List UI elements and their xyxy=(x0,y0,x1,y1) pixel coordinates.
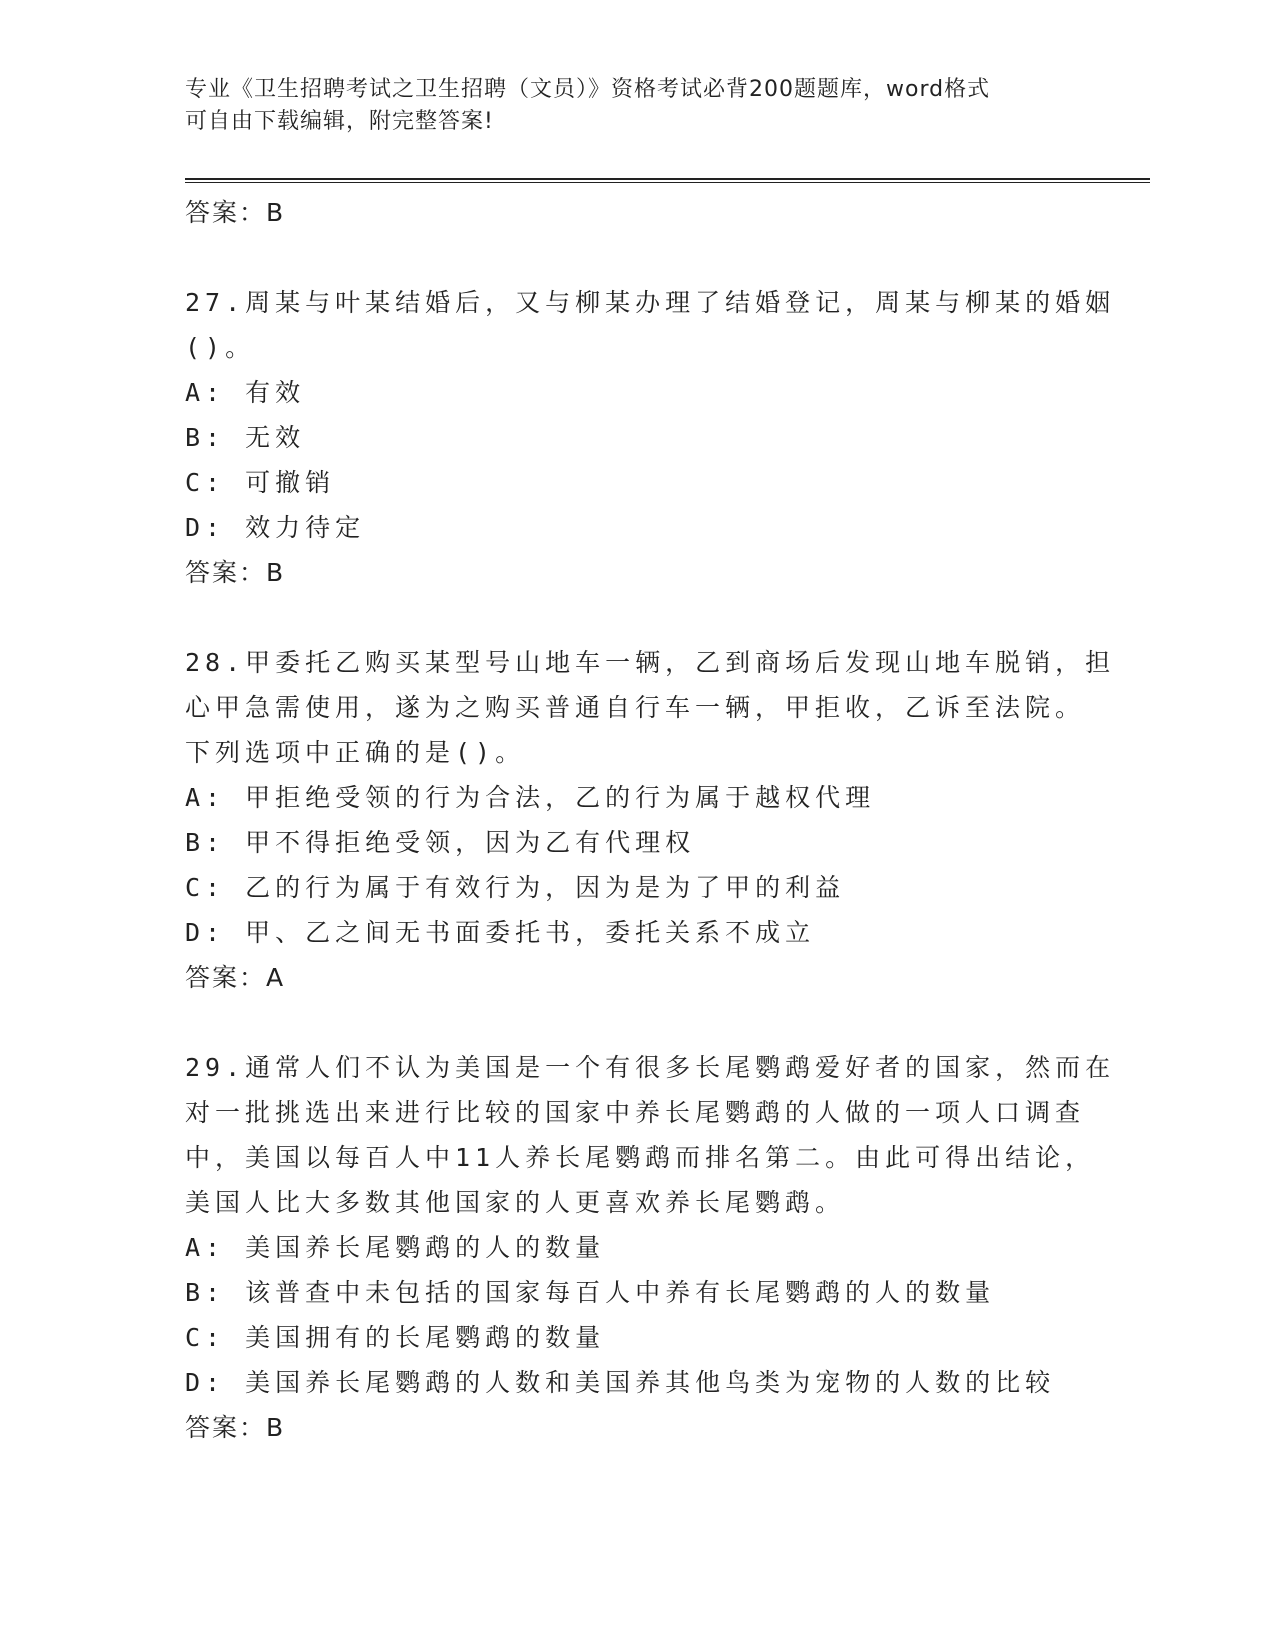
question-28 xyxy=(185,640,1116,1001)
header-title-line-1: 专业《卫生招聘考试之卫生招聘（文员）》资格考试必背200题题库，word格式 xyxy=(185,77,991,102)
page-header xyxy=(185,74,1065,138)
option-a: A: 有效 xyxy=(185,378,306,407)
previous-answer: 答案：B xyxy=(185,198,286,227)
option-b: B: 无效 xyxy=(185,423,306,452)
option-c: C: 乙的行为属于有效行为，因为是为了甲的利益 xyxy=(185,873,846,902)
question-text-line: 对一批挑选出来进行比较的国家中养长尾鹦鹉的人做的一项人口调查 xyxy=(185,1098,1086,1127)
option-c: C: 可撤销 xyxy=(185,468,336,497)
answer: 答案：A xyxy=(185,963,286,992)
option-d: D: 美国养长尾鹦鹉的人数和美国养其他鸟类为宠物的人数的比较 xyxy=(185,1368,1056,1397)
question-text-line: 美国人比大多数其他国家的人更喜欢养长尾鹦鹉。 xyxy=(185,1188,846,1217)
header-title-line-2: 可自由下载编辑，附完整答案! xyxy=(185,109,494,134)
question-text-line: 29.通常人们不认为美国是一个有很多长尾鹦鹉爱好者的国家，然而在 xyxy=(185,1053,1116,1082)
option-b: B: 甲不得拒绝受领，因为乙有代理权 xyxy=(185,828,696,857)
question-text-line: 中，美国以每百人中11人养长尾鹦鹉而排名第二。由此可得出结论， xyxy=(185,1143,1096,1172)
option-c: C: 美国拥有的长尾鹦鹉的数量 xyxy=(185,1323,606,1352)
question-27 xyxy=(185,280,1116,596)
option-d: D: 甲、乙之间无书面委托书，委托关系不成立 xyxy=(185,918,816,947)
answer: 答案：B xyxy=(185,1413,286,1442)
question-text-line: 27.周某与叶某结婚后，又与柳某办理了结婚登记，周某与柳某的婚姻 xyxy=(185,288,1116,317)
question-29 xyxy=(185,1045,1116,1451)
question-text-line: 下列选项中正确的是()。 xyxy=(185,738,526,767)
option-b: B: 该普查中未包括的国家每百人中养有长尾鹦鹉的人的数量 xyxy=(185,1278,996,1307)
option-a: A: 美国养长尾鹦鹉的人的数量 xyxy=(185,1233,606,1262)
question-text-line: ()。 xyxy=(185,333,256,362)
answer: 答案：B xyxy=(185,558,286,587)
question-text-line: 心甲急需使用，遂为之购买普通自行车一辆，甲拒收，乙诉至法院。 xyxy=(185,693,1086,722)
document-body xyxy=(185,190,1116,1451)
option-d: D: 效力待定 xyxy=(185,513,366,542)
option-a: A: 甲拒绝受领的行为合法，乙的行为属于越权代理 xyxy=(185,783,876,812)
header-divider xyxy=(185,178,1150,183)
question-text-line: 28.甲委托乙购买某型号山地车一辆，乙到商场后发现山地车脱销，担 xyxy=(185,648,1116,677)
